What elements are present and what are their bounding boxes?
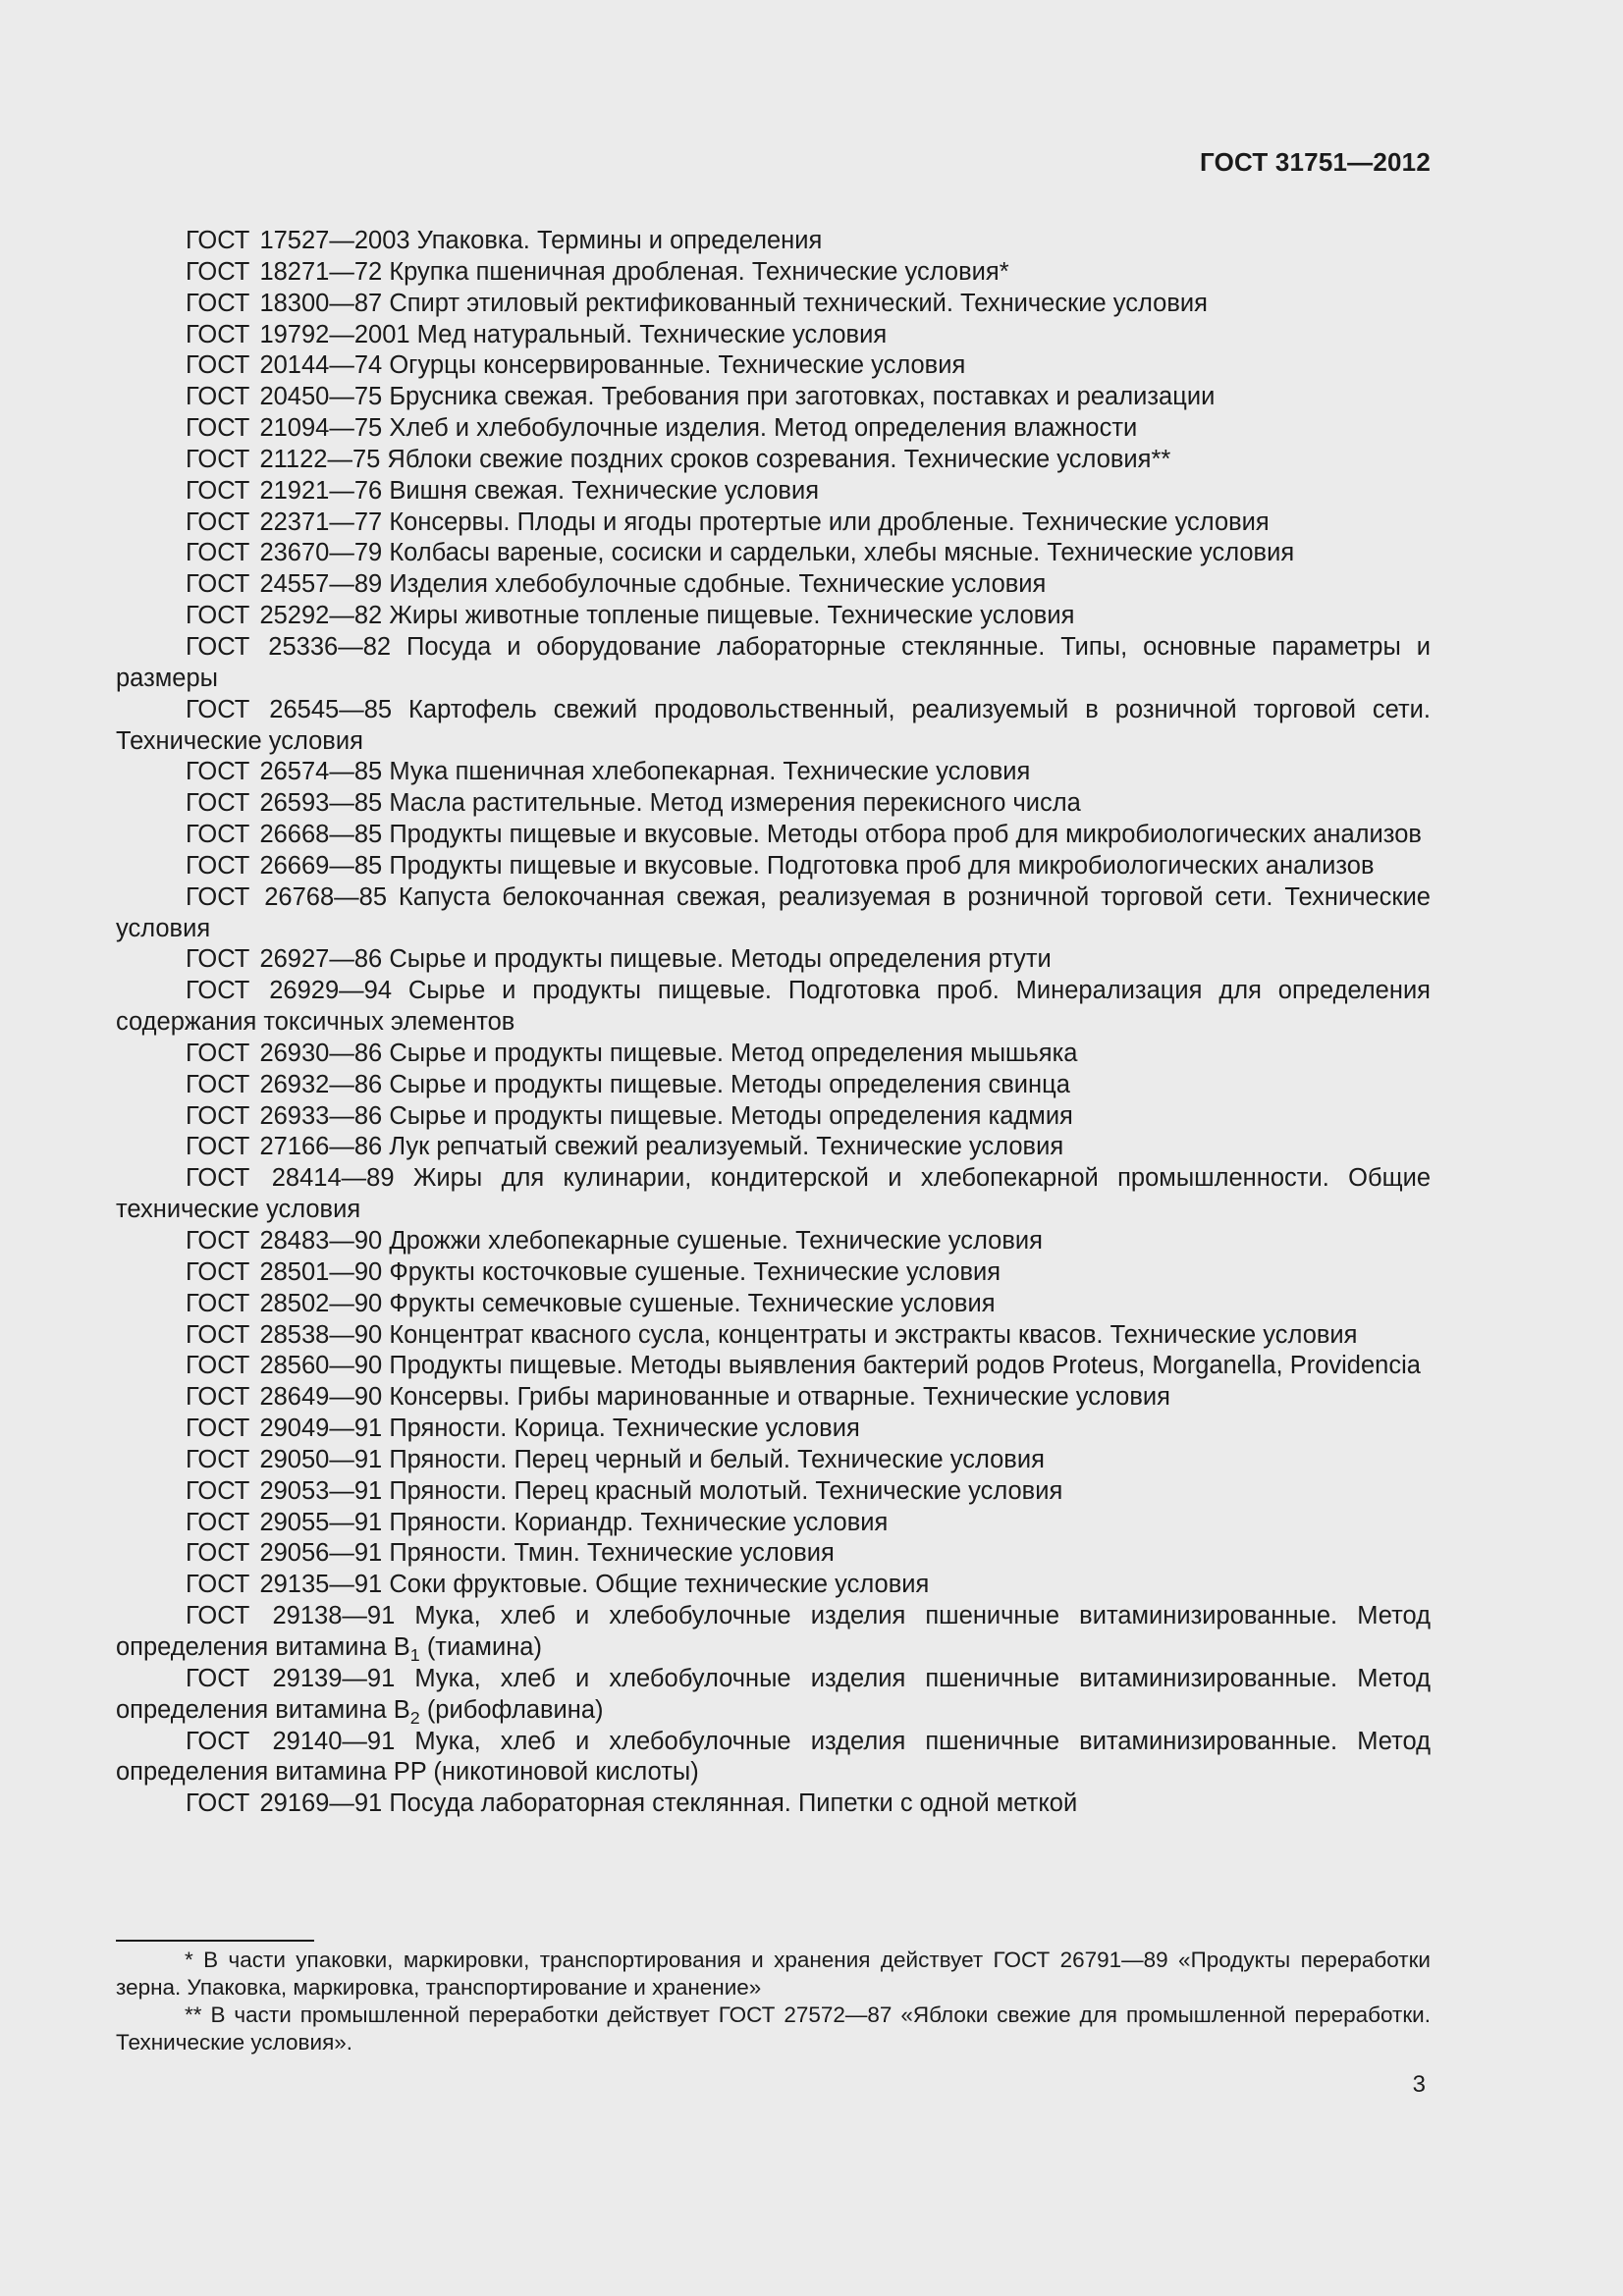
reference-title: Соки фруктовые. Общие технические условия	[389, 1571, 930, 1599]
reference-code: ГОСТ 21921—76	[186, 476, 383, 505]
reference-item	[116, 569, 1431, 601]
reference-item	[116, 1351, 1431, 1382]
reference-code: ГОСТ 29056—91	[186, 1539, 383, 1568]
reference-code: ГОСТ 29135—91	[186, 1571, 383, 1599]
reference-item	[116, 757, 1431, 788]
reference-item	[116, 413, 1431, 445]
reference-item	[116, 632, 1431, 695]
reference-code: ГОСТ 25336—82	[186, 632, 392, 661]
reference-code: ГОСТ 26932—86	[186, 1070, 383, 1098]
reference-title: Сырье и продукты пищевые. Методы определения кадмия	[389, 1101, 1073, 1130]
footnote-separator	[116, 1940, 314, 1942]
reference-title: Жиры животные топленые пищевые. Технические условия	[389, 602, 1075, 630]
reference-title: Огурцы консервированные. Технические условия	[389, 351, 966, 380]
reference-code: ГОСТ 29138—91	[186, 1602, 396, 1630]
reference-code: ГОСТ 20450—75	[186, 383, 383, 411]
reference-code: ГОСТ 29169—91	[186, 1789, 383, 1818]
reference-item	[116, 1163, 1431, 1226]
reference-item	[116, 476, 1431, 507]
reference-title: Спирт этиловый ректификованный технический. Технические условия	[389, 289, 1208, 317]
reference-title: Посуда лабораторная стеклянная. Пипетки с одной меткой	[389, 1789, 1078, 1818]
reference-title: Пряности. Перец черный и белый. Технические условия	[389, 1445, 1045, 1473]
reference-code: ГОСТ 26768—85	[186, 882, 388, 911]
reference-code: ГОСТ 28414—89	[186, 1164, 395, 1193]
reference-item	[116, 601, 1431, 632]
reference-title: Упаковка. Термины и определения	[416, 227, 823, 254]
reference-item	[116, 1132, 1431, 1163]
reference-code: ГОСТ 28483—90	[186, 1227, 383, 1255]
reference-title: Колбасы вареные, сосиски и сардельки, хлебы мясные. Технические условия	[389, 539, 1295, 567]
reference-title: Капуста белокочанная свежая, реализуемая в розничной торговой сети. Технические условия	[116, 882, 1431, 942]
reference-item	[116, 882, 1431, 945]
reference-title: Фрукты косточковые сушеные. Технические условия	[389, 1257, 1001, 1286]
reference-code: ГОСТ 26927—86	[186, 945, 383, 974]
reference-code: ГОСТ 26930—86	[186, 1039, 383, 1067]
reference-title: Консервы. Грибы маринованные и отварные. Технические условия	[389, 1383, 1170, 1412]
reference-item	[116, 445, 1431, 476]
reference-code: ГОСТ 29050—91	[186, 1445, 383, 1473]
reference-subscript: 2	[409, 1707, 420, 1728]
reference-code: ГОСТ 28649—90	[186, 1383, 383, 1412]
reference-item	[116, 350, 1431, 382]
reference-title: Пряности. Кориандр. Технические условия	[389, 1508, 889, 1536]
reference-title: Картофель свежий продовольственный, реализуемый в розничной торговой сети. Технические условия	[116, 695, 1431, 755]
reference-item	[116, 1508, 1431, 1539]
reference-code: ГОСТ 26669—85	[186, 851, 383, 880]
reference-title: Мука, хлеб и хлебобулочные изделия пшеничные витаминизированные. Метод определения витамина B	[116, 1664, 1431, 1724]
reference-subscript: 1	[409, 1645, 420, 1666]
reference-title: Пряности. Корица. Технические условия	[389, 1415, 860, 1443]
reference-item	[116, 1382, 1431, 1414]
reference-code: ГОСТ 26593—85	[186, 789, 383, 818]
reference-item	[116, 851, 1431, 882]
reference-code: ГОСТ 28501—90	[186, 1257, 383, 1286]
reference-title: Брусника свежая. Требования при заготовках, поставках и реализации	[389, 383, 1216, 411]
reference-code: ГОСТ 22371—77	[186, 507, 383, 536]
reference-code: ГОСТ 26929—94	[186, 977, 393, 1005]
footnotes	[116, 1947, 1431, 2056]
reference-item	[116, 1789, 1431, 1820]
reference-code: ГОСТ 24557—89	[186, 570, 383, 599]
reference-title: Масла растительные. Метод измерения перекисного числа	[389, 789, 1081, 818]
reference-item	[116, 944, 1431, 976]
reference-code: ГОСТ 26933—86	[186, 1101, 383, 1130]
reference-title: Мука, хлеб и хлебобулочные изделия пшеничные витаминизированные. Метод определения витамина PP (никотиновой кислоты)	[116, 1727, 1431, 1787]
reference-item	[116, 788, 1431, 820]
footnote-item: * В части упаковки, маркировки, транспортирования и хранения действует ГОСТ 26791—89 «Продукты переработки зерна. Упаковка, маркировка, транспортирование и хранение»	[116, 1948, 1431, 2000]
reference-code: ГОСТ 29053—91	[186, 1476, 383, 1505]
reference-code: ГОСТ 26545—85	[186, 695, 393, 723]
reference-item	[116, 1289, 1431, 1320]
reference-title: Сырье и продукты пищевые. Методы определения ртути	[389, 945, 1052, 974]
reference-code: ГОСТ 20144—74	[186, 351, 383, 380]
reference-code: ГОСТ 21122—75	[186, 445, 381, 473]
reference-code: ГОСТ 29139—91	[186, 1664, 396, 1692]
reference-code: ГОСТ 26668—85	[186, 821, 383, 849]
document-header: ГОСТ 31751—2012	[1200, 147, 1431, 177]
reference-code: ГОСТ 29049—91	[186, 1415, 383, 1443]
reference-title: Крупка пшеничная дробленая. Технические условия*	[389, 257, 1009, 286]
reference-code: ГОСТ 28502—90	[186, 1289, 383, 1317]
reference-item	[116, 695, 1431, 758]
reference-code: ГОСТ 18300—87	[186, 289, 383, 317]
reference-title: Продукты пищевые и вкусовые. Подготовка проб для микробиологических анализов	[389, 851, 1375, 880]
reference-title: Мука, хлеб и хлебобулочные изделия пшеничные витаминизированные. Метод определения витамина B	[116, 1602, 1431, 1661]
reference-item	[116, 1538, 1431, 1570]
reference-title: Консервы. Плоды и ягоды протертые или дробленые. Технические условия	[389, 507, 1270, 536]
reference-item	[116, 257, 1431, 289]
reference-title: Посуда и оборудование лабораторные стеклянные. Типы, основные параметры и размеры	[116, 632, 1431, 692]
reference-title: Фрукты семечковые сушеные. Технические условия	[389, 1289, 996, 1317]
reference-code: ГОСТ 25292—82	[186, 602, 383, 630]
reference-item	[116, 1039, 1431, 1070]
reference-title: Сырье и продукты пищевые. Подготовка проб. Минерализация для определения содержания токсичных элементов	[116, 977, 1431, 1037]
reference-title-tail: (тиамина)	[419, 1632, 542, 1661]
reference-item	[116, 1226, 1431, 1257]
reference-title: Изделия хлебобулочные сдобные. Технические условия	[389, 570, 1047, 599]
reference-title: Дрожжи хлебопекарные сушеные. Технические условия	[389, 1227, 1043, 1255]
reference-title: Жиры для кулинарии, кондитерской и хлебопекарной промышленности. Общие технические условия	[116, 1164, 1431, 1224]
reference-item	[116, 1257, 1431, 1289]
reference-title: Концентрат квасного сусла, концентраты и экстракты квасов. Технические условия	[389, 1320, 1358, 1349]
reference-code: ГОСТ 29140—91	[186, 1727, 396, 1755]
reference-code: ГОСТ 28560—90	[186, 1352, 383, 1380]
reference-item	[116, 1445, 1431, 1476]
reference-item	[116, 976, 1431, 1039]
reference-title: Продукты пищевые. Методы выявления бактерий родов Proteus, Morganella, Providencia	[389, 1352, 1421, 1380]
reference-title: Сырье и продукты пищевые. Метод определения мышьяка	[389, 1039, 1078, 1067]
reference-item	[116, 1601, 1431, 1664]
page-number: 3	[1412, 2071, 1426, 2098]
reference-code: ГОСТ 21094—75	[186, 414, 383, 443]
reference-item	[116, 1476, 1431, 1508]
reference-code: ГОСТ 19792—2001	[186, 320, 410, 348]
reference-item	[116, 1414, 1431, 1445]
reference-item	[116, 820, 1431, 851]
reference-code: ГОСТ 26574—85	[186, 758, 383, 786]
reference-code: ГОСТ 28538—90	[186, 1320, 383, 1349]
reference-title: Хлеб и хлебобулочные изделия. Метод определения влажности	[389, 414, 1138, 443]
reference-item	[116, 289, 1431, 320]
reference-item	[116, 538, 1431, 569]
reference-item	[116, 1570, 1431, 1601]
reference-code: ГОСТ 23670—79	[186, 539, 383, 567]
reference-title: Вишня свежая. Технические условия	[389, 476, 820, 505]
reference-title: Пряности. Перец красный молотый. Технические условия	[389, 1476, 1063, 1505]
normative-references-list	[116, 226, 1431, 1820]
reference-title: Мука пшеничная хлебопекарная. Технические условия	[389, 758, 1031, 786]
reference-code: ГОСТ 18271—72	[186, 257, 383, 286]
reference-title: Мед натуральный. Технические условия	[416, 320, 888, 348]
reference-item	[116, 226, 1431, 257]
reference-code: ГОСТ 29055—91	[186, 1508, 383, 1536]
reference-code: ГОСТ 17527—2003	[186, 227, 410, 254]
reference-title: Продукты пищевые и вкусовые. Методы отбора проб для микробиологических анализов	[389, 821, 1422, 849]
reference-item	[116, 382, 1431, 413]
footnote-item: ** В части промышленной переработки действует ГОСТ 27572—87 «Яблоки свежие для промышленной переработки. Технические условия».	[116, 2002, 1431, 2055]
reference-item	[116, 320, 1431, 351]
reference-code: ГОСТ 27166—86	[186, 1133, 383, 1161]
reference-title: Лук репчатый свежий реализуемый. Технические условия	[389, 1133, 1064, 1161]
reference-item	[116, 1664, 1431, 1727]
reference-item	[116, 1727, 1431, 1789]
reference-item	[116, 1070, 1431, 1101]
reference-item	[116, 1101, 1431, 1133]
reference-title: Пряности. Тмин. Технические условия	[389, 1539, 835, 1568]
reference-item	[116, 1320, 1431, 1352]
reference-title: Сырье и продукты пищевые. Методы определения свинца	[389, 1070, 1070, 1098]
reference-title: Яблоки свежие поздних сроков созревания. Технические условия**	[387, 445, 1171, 473]
reference-title-tail: (рибофлавина)	[419, 1695, 604, 1724]
reference-item	[116, 507, 1431, 539]
